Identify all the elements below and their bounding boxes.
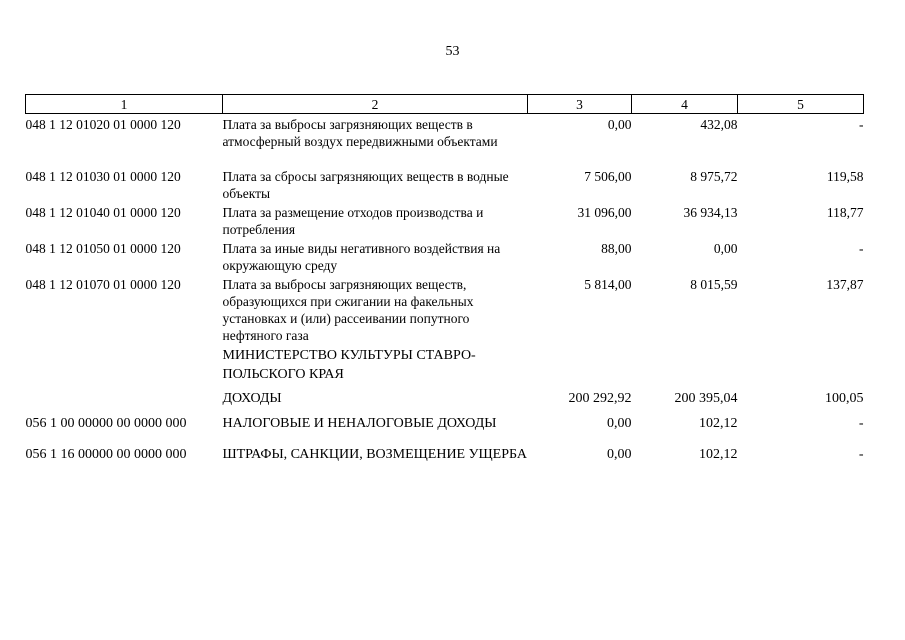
actual-value: 36 934,13 xyxy=(683,205,738,220)
column-header-5: 5 xyxy=(738,95,864,114)
page-number: 53 xyxy=(445,44,460,59)
table-row xyxy=(26,409,864,432)
planned-value: 5 814,00 xyxy=(584,277,632,292)
actual-value: 0,00 xyxy=(713,241,738,256)
column-header-2: 2 xyxy=(223,95,528,114)
revenue-name: Плата за размещение отходов производства и потребления xyxy=(222,205,484,237)
budget-code: 048 1 12 01020 01 0000 120 xyxy=(25,117,181,132)
table-row xyxy=(26,166,864,202)
execution-percent: - xyxy=(859,241,864,256)
execution-percent: 119,58 xyxy=(826,169,864,184)
budget-code: 048 1 12 01040 01 0000 120 xyxy=(25,205,181,220)
execution-percent: 137,87 xyxy=(826,277,864,292)
revenue-name: ШТРАФЫ, САНКЦИИ, ВОЗМЕЩЕНИЕ УЩЕРБА xyxy=(222,447,527,462)
budget-code: 056 1 00 00000 00 0000 000 xyxy=(25,416,187,431)
section-row xyxy=(26,344,864,384)
table-row xyxy=(26,432,864,463)
column-number-header xyxy=(26,95,864,114)
execution-percent: - xyxy=(858,447,864,462)
execution-percent: 118,77 xyxy=(826,205,864,220)
planned-value: 0,00 xyxy=(607,117,632,132)
actual-value: 8 975,72 xyxy=(690,169,738,184)
table-row xyxy=(26,114,864,167)
actual-value: 102,12 xyxy=(699,447,738,462)
totals-label: ДОХОДЫ xyxy=(222,391,282,406)
actual-value: 8 015,59 xyxy=(690,277,738,292)
section-title: МИНИСТЕРСТВО КУЛЬТУРЫ СТАВРО-ПОЛЬСКОГО КРАЯ xyxy=(222,348,476,382)
execution-percent: - xyxy=(859,117,864,132)
totals-planned: 200 292,92 xyxy=(568,391,632,406)
revenue-name: Плата за иные виды негативного воздействия на окружающую среду xyxy=(222,241,501,273)
totals-actual: 200 395,04 xyxy=(674,391,738,406)
revenue-table xyxy=(25,94,864,463)
revenue-name: Плата за выбросы загрязняющих веществ, образующихся при сжигании на факельных установках и (или) рассеивании попутного нефтяного газа xyxy=(222,277,474,343)
planned-value: 31 096,00 xyxy=(577,205,632,220)
revenue-name: Плата за сбросы загрязняющих веществ в водные объекты xyxy=(222,169,509,201)
budget-code: 048 1 12 01050 01 0000 120 xyxy=(25,241,181,256)
table-row xyxy=(26,274,864,344)
table-row xyxy=(26,238,864,274)
revenue-name: Плата за выбросы загрязняющих веществ в атмосферный воздух передвижными объектами xyxy=(222,117,498,149)
execution-percent: - xyxy=(858,416,864,431)
actual-value: 102,12 xyxy=(699,416,738,431)
column-header-3: 3 xyxy=(528,95,632,114)
actual-value: 432,08 xyxy=(700,117,738,132)
column-header-1: 1 xyxy=(26,95,223,114)
budget-code: 056 1 16 00000 00 0000 000 xyxy=(25,447,187,462)
column-header-4: 4 xyxy=(632,95,738,114)
table-row xyxy=(26,202,864,238)
budget-code: 048 1 12 01030 01 0000 120 xyxy=(25,169,181,184)
planned-value: 0,00 xyxy=(607,447,632,462)
budget-code: 048 1 12 01070 01 0000 120 xyxy=(25,277,181,292)
revenue-name: НАЛОГОВЫЕ И НЕНАЛОГОВЫЕ ДОХОДЫ xyxy=(222,416,497,431)
totals-percent: 100,05 xyxy=(825,391,864,406)
planned-value: 88,00 xyxy=(601,241,632,256)
planned-value: 0,00 xyxy=(607,416,632,431)
planned-value: 7 506,00 xyxy=(584,169,632,184)
totals-row xyxy=(26,384,864,409)
